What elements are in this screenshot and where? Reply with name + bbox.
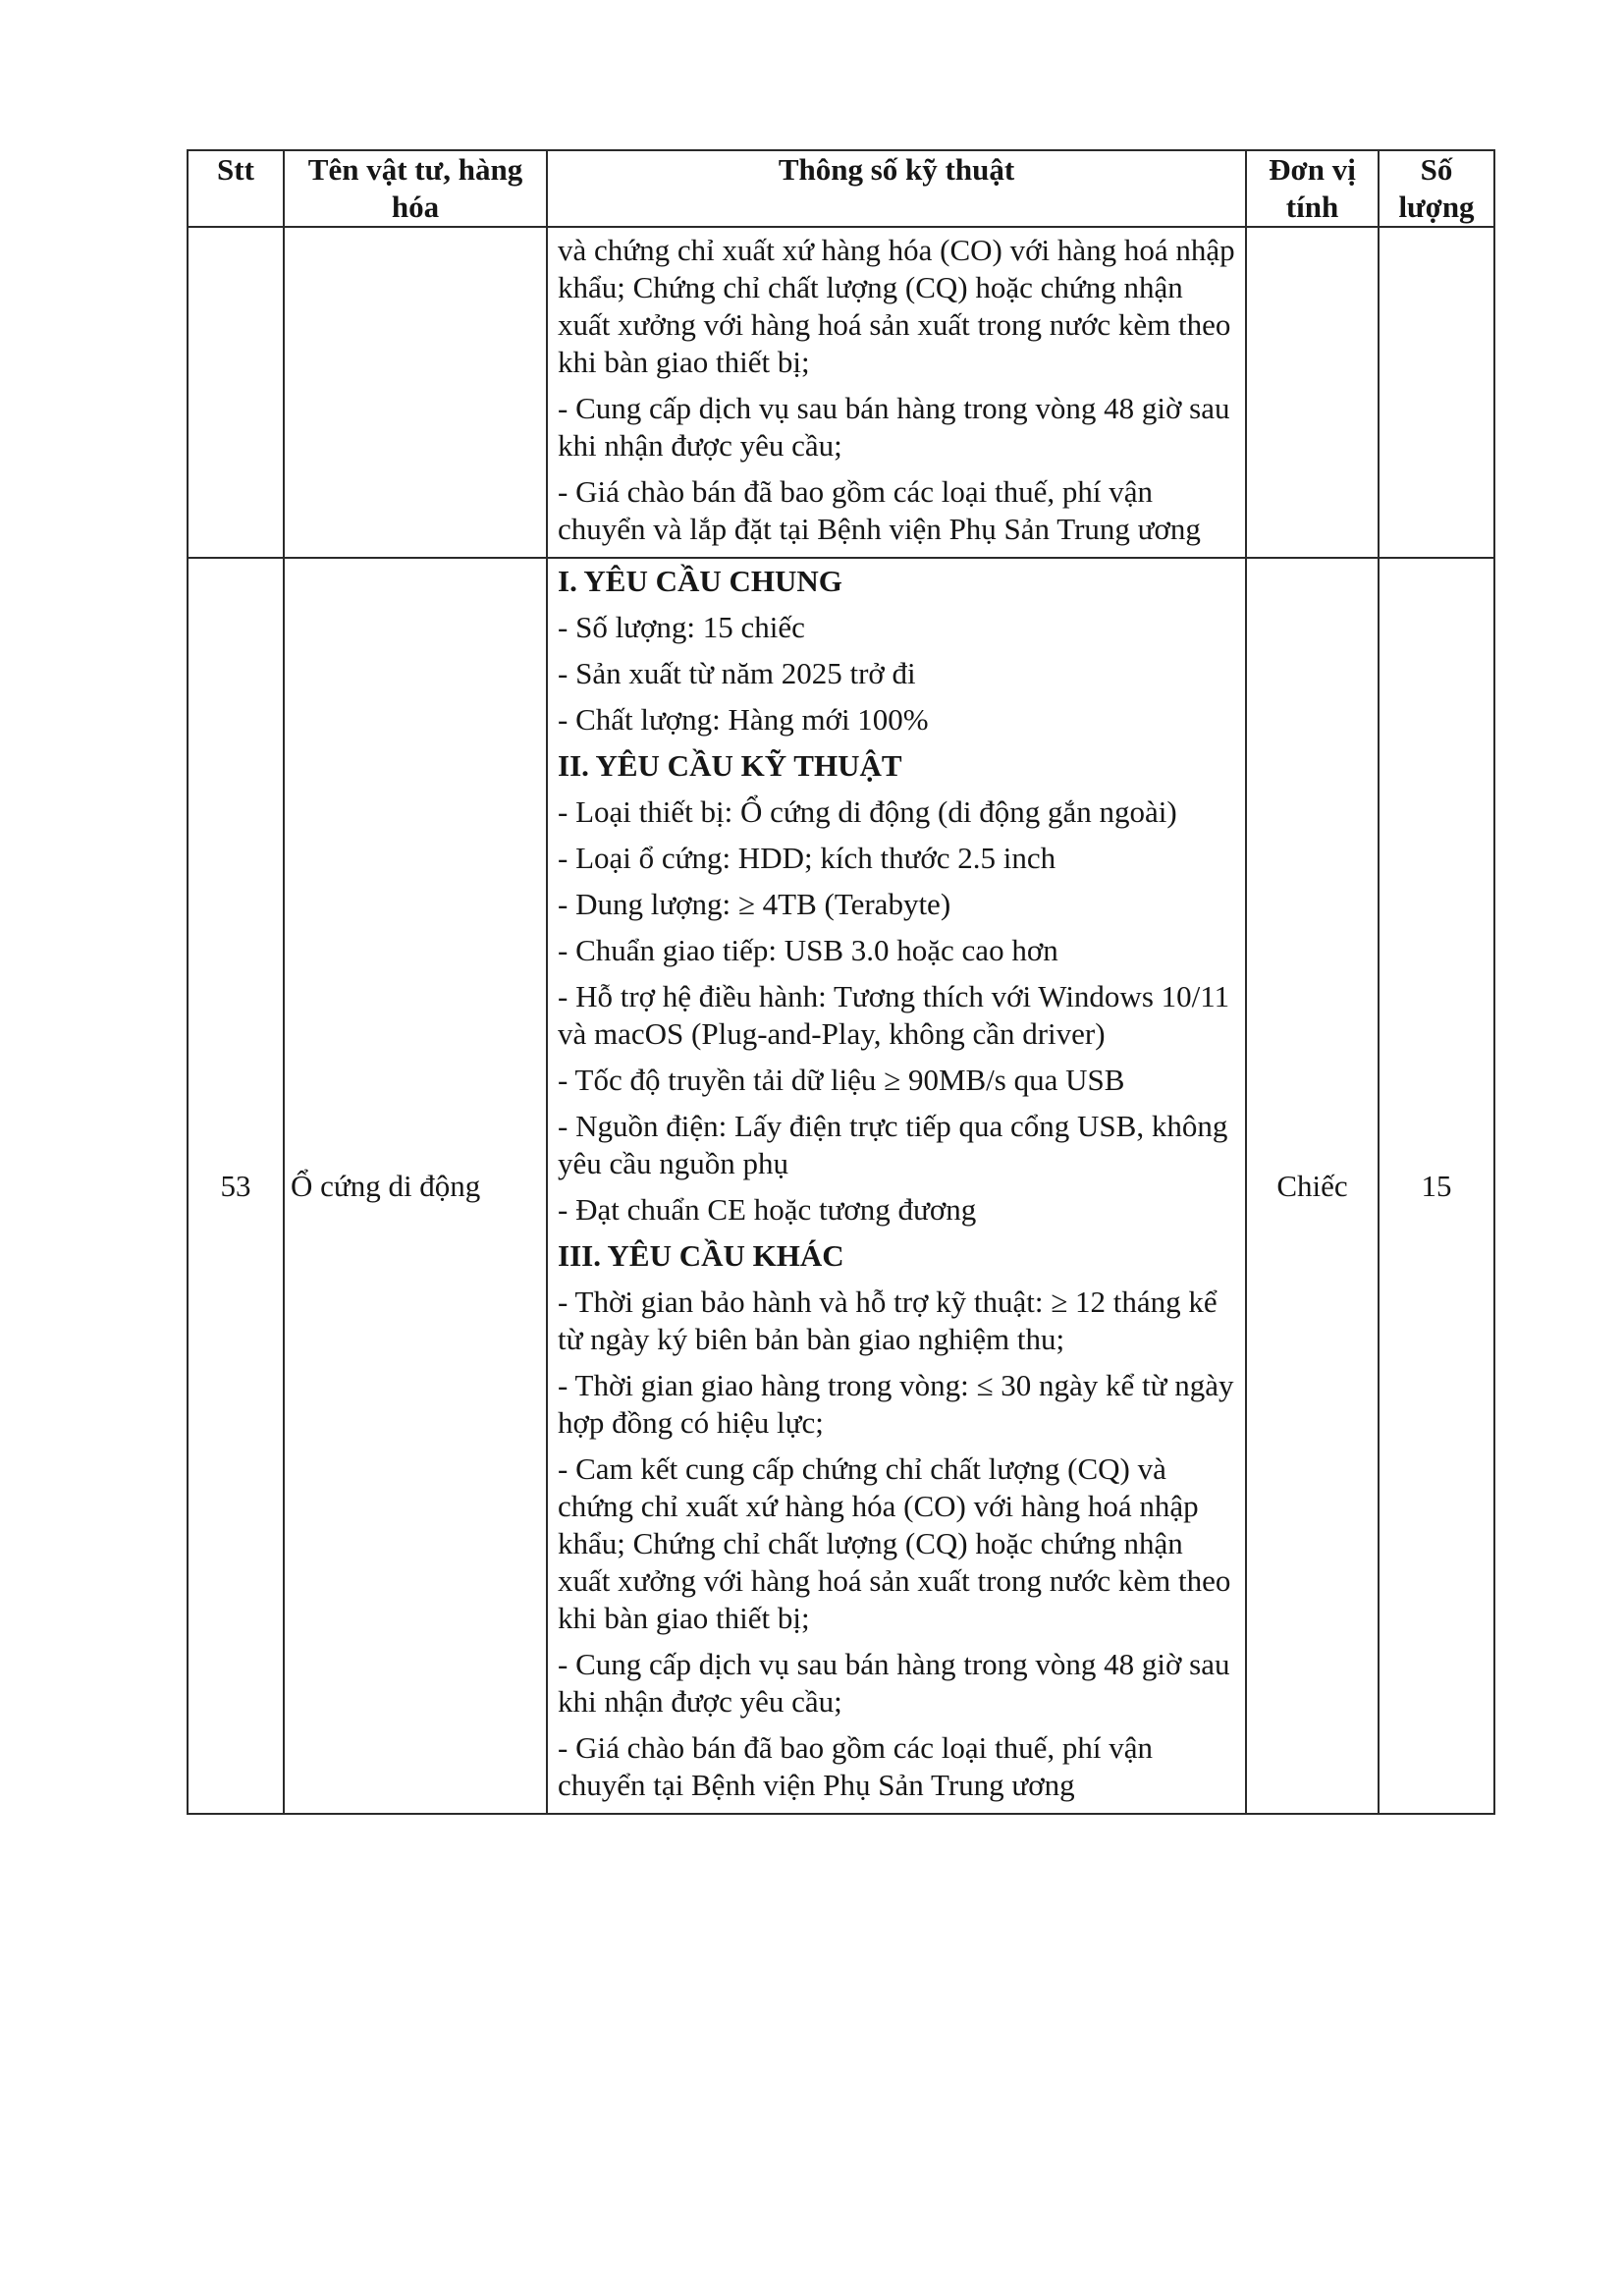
- cont-qty-cell: [1379, 227, 1494, 558]
- cont-name-cell: [284, 227, 547, 558]
- item-name: Ổ cứng di động: [284, 558, 547, 1814]
- spec-line: - Cung cấp dịch vụ sau bán hàng trong vòng 48 giờ sau khi nhận được yêu cầu;: [558, 1647, 1230, 1719]
- spec-line: - Chuẩn giao tiếp: USB 3.0 hoặc cao hơn: [558, 933, 1058, 967]
- spec-line: - Nguồn điện: Lấy điện trực tiếp qua cổng USB, không yêu cầu nguồn phụ: [558, 1109, 1228, 1180]
- spec-table: [187, 149, 1495, 1815]
- item-spec-cell: [547, 558, 1246, 1814]
- spec-line: - Đạt chuẩn CE hoặc tương đương: [558, 1192, 977, 1227]
- header-row: [188, 150, 1494, 227]
- spec-line: - Thời gian bảo hành và hỗ trợ kỹ thuật: ≥ 12 tháng kể từ ngày ký biên bản bàn giao nghiệm thu;: [558, 1285, 1218, 1356]
- spec-line: - Dung lượng: ≥ 4TB (Terabyte): [558, 887, 951, 921]
- spec-line: - Cam kết cung cấp chứng chỉ chất lượng (CQ) và chứng chỉ xuất xứ hàng hóa (CO) với hàng hoá nhập khẩu; Chứng chỉ chất lượng (CQ) hoặc chứng nhận xuất xưởng với hàng hoá sản xuất trong nước kèm theo khi bàn giao thiết bị;: [558, 1451, 1231, 1635]
- cont-spec-line: - Giá chào bán đã bao gồm các loại thuế, phí vận chuyển và lắp đặt tại Bệnh viện Phụ Sản Trung ương: [558, 474, 1201, 546]
- item-qty: 15: [1379, 558, 1494, 1814]
- header-unit: Đơn vị tính: [1246, 150, 1379, 227]
- spec-line: - Loại thiết bị: Ổ cứng di động (di động gắn ngoài): [558, 794, 1177, 829]
- cont-spec-cell: [547, 227, 1246, 558]
- spec-section-heading: I. YÊU CẦU CHUNG: [558, 564, 842, 598]
- header-spec: Thông số kỹ thuật: [547, 150, 1246, 227]
- spec-line: - Hỗ trợ hệ điều hành: Tương thích với Windows 10/11 và macOS (Plug-and-Play, không cần driver): [558, 979, 1230, 1051]
- spec-line: - Sản xuất từ năm 2025 trở đi: [558, 656, 916, 690]
- header-qty: Số lượng: [1379, 150, 1494, 227]
- spec-line: - Tốc độ truyền tải dữ liệu ≥ 90MB/s qua USB: [558, 1063, 1125, 1097]
- item-stt: 53: [188, 558, 284, 1814]
- cont-unit-cell: [1246, 227, 1379, 558]
- spec-line: - Chất lượng: Hàng mới 100%: [558, 702, 929, 737]
- spec-section-heading: III. YÊU CẦU KHÁC: [558, 1238, 844, 1273]
- spec-line: - Thời gian giao hàng trong vòng: ≤ 30 ngày kể từ ngày hợp đồng có hiệu lực;: [558, 1368, 1234, 1440]
- item-unit: Chiếc: [1246, 558, 1379, 1814]
- header-stt: Stt: [188, 150, 284, 227]
- item-row-53: [188, 558, 1494, 1814]
- spec-line: - Giá chào bán đã bao gồm các loại thuế, phí vận chuyển tại Bệnh viện Phụ Sản Trung ương: [558, 1730, 1153, 1802]
- spec-section-heading: II. YÊU CẦU KỸ THUẬT: [558, 748, 902, 783]
- cont-stt-cell: [188, 227, 284, 558]
- cont-spec-line: và chứng chỉ xuất xứ hàng hóa (CO) với hàng hoá nhập khẩu; Chứng chỉ chất lượng (CQ) hoặc chứng nhận xuất xưởng với hàng hoá sản xuất trong nước kèm theo khi bàn giao thiết bị;: [558, 233, 1235, 379]
- cont-spec-line: - Cung cấp dịch vụ sau bán hàng trong vòng 48 giờ sau khi nhận được yêu cầu;: [558, 391, 1230, 463]
- continuation-row: [188, 227, 1494, 558]
- spec-line: - Số lượng: 15 chiếc: [558, 610, 805, 644]
- header-name: Tên vật tư, hàng hóa: [284, 150, 547, 227]
- spec-line: - Loại ổ cứng: HDD; kích thước 2.5 inch: [558, 841, 1056, 875]
